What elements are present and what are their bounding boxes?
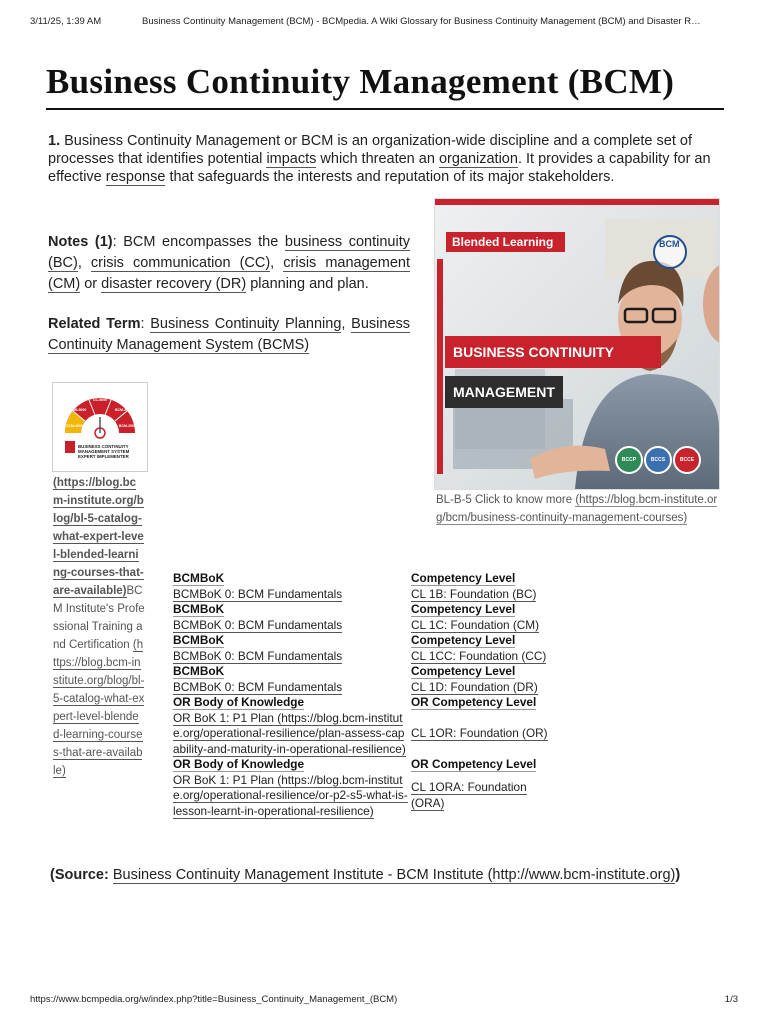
- bok-value-row: [173, 711, 553, 758]
- bok-link[interactable]: BCMBoK 0: BCM Fundamentals: [173, 617, 343, 632]
- notes-label: Notes (1): [48, 234, 113, 250]
- competency-header: Competency Level: [411, 664, 516, 678]
- promo-caption-link[interactable]: (https://blog.bcm-institute.org/bcm/business-continuity-management-courses): [436, 494, 718, 524]
- bok-table: [173, 571, 553, 819]
- badge-caption-link-2[interactable]: (https://blog.bcm-institute.org/blog/bl-5-catalog-what-expert-level-blended-learning-courses-that-are-available): [53, 639, 145, 777]
- bok-link[interactable]: BCMBoK 0: BCM Fundamentals: [173, 586, 343, 601]
- bok-value-row: [173, 649, 553, 665]
- related-term-paragraph: [48, 314, 410, 356]
- related-term-label: Related Term: [48, 316, 141, 332]
- link-bcms[interactable]: Business Continuity Management System (BCMS): [48, 316, 411, 353]
- badge-caption: [53, 474, 145, 780]
- badge-title-line: MANAGEMENT SYSTEM: [78, 449, 130, 454]
- link-business-continuity[interactable]: business continuity (BC): [48, 234, 410, 271]
- competency-link[interactable]: CL 1C: Foundation (CM): [411, 617, 540, 632]
- competency-link[interactable]: CL 1OR: Foundation (OR): [411, 726, 548, 740]
- print-footer-url: https://www.bcmpedia.org/w/index.php?title=Business_Continuity_Management_(BCM): [30, 994, 398, 1005]
- badge-gauge-label: BCM-2000: [119, 424, 136, 428]
- bok-header-row: [173, 695, 553, 711]
- page-title: Business Continuity Management (BCM): [46, 62, 724, 110]
- link-crisis-management[interactable]: crisis management (CM): [48, 255, 410, 292]
- promo-image[interactable]: [434, 198, 720, 490]
- competency-header: Competency Level: [411, 571, 516, 585]
- bok-header: OR Body of Knowledge: [173, 757, 305, 771]
- bok-header: BCMBoK: [173, 571, 225, 585]
- related-text: :: [140, 316, 151, 332]
- link-business-continuity-planning[interactable]: Business Continuity Planning: [150, 316, 342, 332]
- badge-title-line: EXPERT IMPLEMENTER: [78, 454, 129, 459]
- competency-header: OR Competency Level: [411, 695, 537, 709]
- badge-title: [78, 444, 142, 459]
- badge-caption-link[interactable]: (https://blog.bcm-institute.org/blog/bl-5-catalog-what-expert-level-blended-learning-courses-that-are-available): [53, 477, 144, 597]
- source-line: [50, 866, 740, 884]
- promo-line-2: MANAGEMENT: [445, 376, 563, 408]
- bok-header: BCMBoK: [173, 664, 225, 678]
- print-page-number: 1/3: [724, 994, 738, 1005]
- link-response[interactable]: response: [105, 169, 166, 185]
- badge-image[interactable]: [52, 382, 148, 472]
- notes-text: : BCM encompasses the: [112, 234, 285, 250]
- bok-header-row: [173, 757, 553, 773]
- definition-text: that safeguards the interests and reputation of its major stakeholders.: [165, 169, 615, 185]
- competency-link[interactable]: CL 1CC: Foundation (CC): [411, 648, 547, 663]
- bok-header: BCMBoK: [173, 633, 225, 647]
- seal-bccs: BCCS: [644, 446, 672, 474]
- promo-caption-text: BL-B-5 Click to know more: [436, 494, 576, 506]
- print-datetime: 3/11/25, 1:39 AM: [30, 16, 102, 27]
- definition-paragraph: [48, 132, 724, 186]
- badge-caption-text: BCM Institute's Professional Training and Certification: [53, 585, 145, 651]
- print-page-title: Business Continuity Management (BCM) - BCMpedia. A Wiki Glossary for Business Continuity Management (BCM) and Disaster R…: [142, 16, 701, 27]
- link-impacts[interactable]: impacts: [266, 151, 317, 167]
- definition-text: Business Continuity Management or BCM is an organization-wide discipline and a complete set of processes that identifies potential: [48, 133, 692, 167]
- link-organization[interactable]: organization: [438, 151, 518, 167]
- bok-link[interactable]: BCMBoK 0: BCM Fundamentals: [173, 679, 343, 694]
- competency-header: Competency Level: [411, 602, 516, 616]
- competency-link[interactable]: CL 1D: Foundation (DR): [411, 679, 538, 694]
- badge-gauge-label: CCM-4000: [66, 424, 83, 428]
- bok-link[interactable]: BCMBoK 0: BCM Fundamentals: [173, 648, 343, 663]
- source-link[interactable]: Business Continuity Management Institute - BCM Institute (http://www.bcm-institute.org): [112, 867, 676, 883]
- notes-paragraph: [48, 232, 410, 295]
- notes-text: planning and plan.: [246, 276, 369, 292]
- bcm-logo-text: BCM: [659, 239, 680, 249]
- notes-text: ,: [270, 255, 284, 271]
- seal-bcce: BCCE: [673, 446, 701, 474]
- promo-tag: Blended Learning: [446, 232, 565, 252]
- badge-gauge-label: CC-5000: [93, 398, 108, 402]
- bok-link[interactable]: OR BoK 1: P1 Plan (https://blog.bcm-institute.org/operational-resilience/or-p2-s5-what-is-lesson-learnt-in-operational-resilience): [173, 772, 408, 818]
- promo-caption: [436, 491, 718, 527]
- badge-gauge-label: CIM-5000: [71, 408, 87, 412]
- competency-link[interactable]: CL 1ORA: Foundation (ORA): [411, 780, 527, 810]
- source-label: (Source:: [50, 867, 113, 883]
- bok-header-row: [173, 571, 553, 587]
- bok-header-row: [173, 664, 553, 680]
- link-disaster-recovery[interactable]: disaster recovery (DR): [101, 276, 247, 292]
- competency-header: Competency Level: [411, 633, 516, 647]
- seal-bccp: BCCP: [615, 446, 643, 474]
- competency-link[interactable]: CL 1B: Foundation (BC): [411, 586, 537, 601]
- badge-title-line: BUSINESS CONTINUITY: [78, 444, 129, 449]
- definition-text: which threaten an: [316, 151, 439, 167]
- bok-value-row: [173, 680, 553, 696]
- competency-header: OR Competency Level: [411, 757, 537, 771]
- bok-value-row: [173, 587, 553, 603]
- bok-value-row: [173, 618, 553, 634]
- related-text: ,: [341, 316, 352, 332]
- definition-number: 1.: [48, 133, 61, 149]
- bok-header-row: [173, 602, 553, 618]
- source-close: ): [675, 867, 681, 883]
- link-crisis-communication[interactable]: crisis communication (CC): [90, 255, 271, 271]
- bok-header: OR Body of Knowledge: [173, 695, 305, 709]
- promo-line-1: BUSINESS CONTINUITY: [445, 336, 661, 368]
- bok-header: BCMBoK: [173, 602, 225, 616]
- bok-header-row: [173, 633, 553, 649]
- notes-text: or: [80, 276, 102, 292]
- bok-value-row: [173, 773, 553, 820]
- bok-link[interactable]: OR BoK 1: P1 Plan (https://blog.bcm-institute.org/operational-resilience/plan-assess-capability-and-maturity-in-operational-resilience): [173, 710, 406, 756]
- definition-text: . It provides a capability for an effective: [48, 151, 711, 185]
- badge-gauge-label: BCM-3000: [115, 408, 132, 412]
- notes-text: ,: [77, 255, 91, 271]
